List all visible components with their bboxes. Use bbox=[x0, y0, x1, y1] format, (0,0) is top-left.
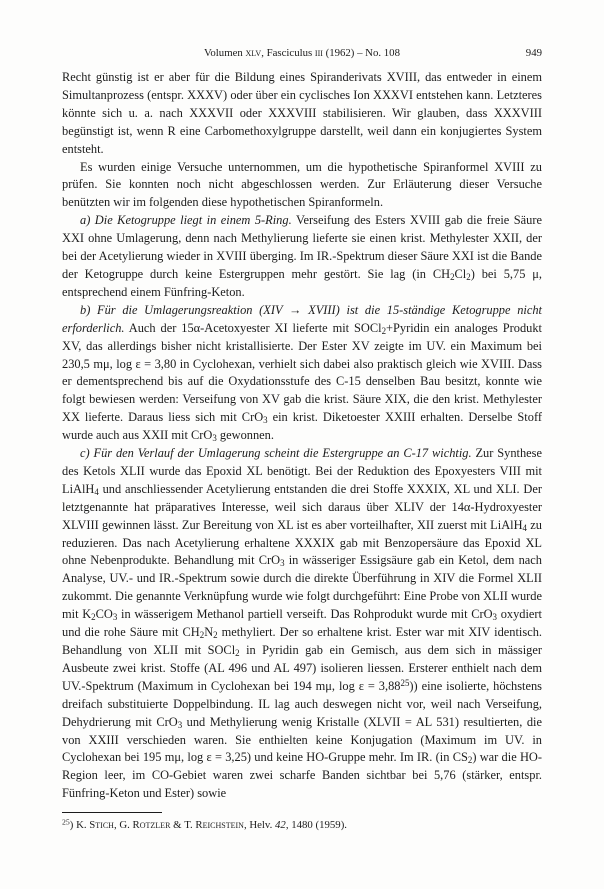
running-head: Volumen xlv, Fasciculus iii (1962) – No. 108 bbox=[204, 47, 400, 59]
footnote-author: T. Reichstein bbox=[184, 819, 244, 831]
footnote-author: G. Rotzler bbox=[119, 819, 171, 831]
footnote-number: 25 bbox=[62, 817, 70, 827]
volume-roman: xlv bbox=[245, 47, 262, 59]
section-a-heading: a) Die Ketogruppe liegt in einem 5-Ring. bbox=[80, 213, 292, 228]
fascicle-roman: iii bbox=[314, 47, 323, 59]
paragraph-section-a: a) Die Ketogruppe liegt in einem 5-Ring. Verseifung des Esters XVIII gab die freie Säure XXI ohne Umlagerung, denn nach Methylierung lieferte sie einen krist. Methylester XXII, der bei der Acetylierung wieder in XVIII überging. Im IR.-Spektrum dieser Säure XXI ist die Bande der Ketogruppe durch keine Estergruppen mehr gestört. Sie lag (in $CH_2Cl_2$) bei 5,75 μ, entsprechend einem Fünfring-Keton. bbox=[62, 213, 543, 299]
paragraph-section-b: b) Für die Umlagerungsreaktion (XIV → XVIII) ist die 15-ständige Ketogruppe nicht erforderlich. Auch der 15α-Acetoxyester XI lieferte mit SOCl$_2$+Pyridin ein analoges Produkt XV, das allerdings bisher nicht kristallisierte. Der Ester XV zeigte im UV. ein Maximum bei 230,5 mμ, log ε = 3,80 in Cyclohexan, verhielt sich dabei also praktisch gleich wie XVIII. Dass er dementsprechend bis auf die Oxydationsstufe des C-15 denselben Bau besitzt, konnte wie folgt bewiesen werden: Verseifung von XV gab die krist. Säure XIX, die den krist. Methylester XX lieferte. Daraus liess sich mit CrO$_3$ ein krist. Diketoester XXIII erhalten. Derselbe Stoff wurde auch aus XXII mit CrO$_3$ gewonnen. bbox=[62, 302, 542, 444]
footnote-25: $^{25}$) K. Stich, G. Rotzler & T. Reichstein, Helv. 42, 1480 (1959). bbox=[62, 817, 348, 831]
section-c-heading: c) Für den Verlauf der Umlagerung scheint die Estergruppe an C-17 wichtig. bbox=[80, 446, 472, 461]
paragraph-experiments-intro: Es wurden einige Versuche unternommen, um die hypothetische Spiranformel XVIII zu prüfen. Sie konnten noch nicht abgeschlossen werden. Zur Erläuterung dieser Versuche benützten wir im folgenden diese hypothetischen Spiranformeln. bbox=[62, 159, 542, 210]
footnote-ref: 25 bbox=[400, 677, 410, 688]
section-b-heading: b) Für die Umlagerungsreaktion (XIV → XVIII) ist die 15-ständige Ketogruppe nicht erforderlich. bbox=[62, 302, 542, 335]
page-number: 949 bbox=[525, 47, 542, 59]
footnote-divider bbox=[62, 812, 162, 813]
paragraph-section-c: c) Für den Verlauf der Umlagerung scheint die Estergruppe an C-17 wichtig. Zur Synthese des Ketols XLII wurde das Epoxid XL benötigt. Bei der Reduktion des Epoxyesters VIII mit LiAlH$_4$ und anschliessender Acetylierung entstanden die drei Stoffe XXXIX, XL und XLI. Der letztgenannte hat präparatives Interesse, weil sich daraus über XLIV der 14α-Hydroxyester XLVIII gewinnen lässt. Zur Bereitung von XL ist es aber vorteilhafter, XII zuerst mit LiAlH$_4$ zu reduzieren. Das nach Acetylierung erhaltene XXXIX gab mit Benzopersäure das Epoxid XL ohne Nebenprodukte. Behandlung mit CrO$_3$ in wässeriger Essigsäure gab ein Ketol, dem nach Analyse, UV.- und IR.-Spektrum sowie durch die direkte Überführung in XIV die Formel XLII zukommt. Die genannte Verknüpfung wurde wie folgt durchgeführt: Eine Probe von XLII wurde mit $K_2CO_3$ in wässerigem Methanol partiell verseift. Das Rohprodukt wurde mit CrO$_3$ oxydiert und die rohe Säure mit $CH_2N_2$ methyliert. Der so erhaltene krist. Ester war mit XIV identisch. Behandlung von XLII mit SOCl$_2$ in Pyridin gab ein Gemisch, aus dem sich in mässiger Ausbeute zwei krist. Stoffe (AL 496 und AL 497) isolieren liessen. Ersterer enthielt nach dem UV.-Spektrum (Maximum in Cyclohexan bei 194 mμ, $\log \varepsilon = 3,88^{25}$)) eine isolierte, höchstens dreifach substituierte Doppelbindung. IL lag auch deswegen nicht vor, weil nach Verseifung, Dehydrierung mit CrO$_3$ und Methylierung wenig Kristalle (XLVII = AL 531) resultierten, die von XXIII verschieden waren. Sie enthielten keine Konjugation (Maximum im UV. in Cyclohexan bei 195 mμ, log ε = 3,25) und keine HO-Gruppe mehr. Im IR. (in $CS_2$) war die HO-Region leer, im CO-Gebiet waren zwei scharfe Banden sichtbar bei 5,76 (stärker, entspr. Fünfring-Keton und Ester) sowie bbox=[62, 446, 543, 801]
footnote-volume: 42 bbox=[275, 819, 286, 831]
footnote-author: K. Stich bbox=[76, 819, 114, 831]
paragraph-spiran-derivative: Recht günstig ist er aber für die Bildung eines Spiranderivats XVIII, das entweder in einem Simultanprozess (entspr. XXXV) oder über ein cyclisches Ion XXXVI entstehen kann. Letzteres könnte sich u. a. nach XXXVII oder XXXVIII stabilisieren. Wir glauben, dass XXXVIII begünstigt ist, wenn R eine Carbomethoxylgruppe darstellt, weil dann ein konjugiertes System entsteht. bbox=[62, 70, 542, 156]
body-text bbox=[62, 69, 542, 803]
